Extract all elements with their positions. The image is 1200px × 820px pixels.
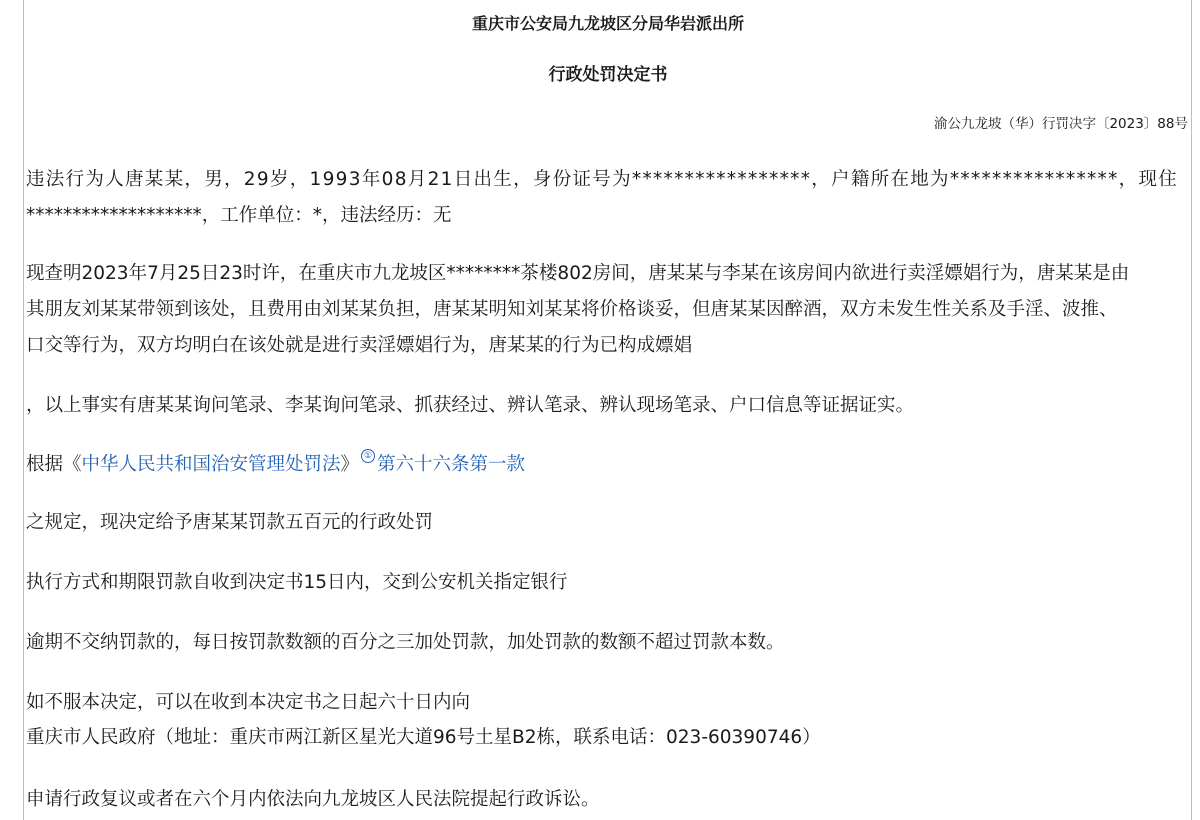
legal-basis-paragraph <box>26 447 1188 483</box>
decision-paragraph: 之规定，现决定给予唐某某罚款五百元的行政处罚 <box>26 512 434 533</box>
issuing-authority: 重庆市公安局九龙坡区分局华岩派出所 <box>471 14 744 33</box>
document-title: 行政处罚决定书 <box>548 65 668 85</box>
law-article-link[interactable]: 第六十六条第一款 <box>377 454 526 475</box>
evidence-paragraph: ，以上事实有唐某某询问笔录、李某询问笔录、抓获经过、辨认笔录、辨认现场笔录、户口信息等证据证实。 <box>26 395 915 416</box>
decision-document <box>26 0 1190 820</box>
document-number: 渝公九龙坡（华）行罚决字〔2023〕88号 <box>933 116 1188 132</box>
appeal-line-3: 申请行政复议或者在六个月内依法向九龙坡区人民法院提起行政诉讼。 <box>26 789 600 810</box>
annotation-icon[interactable]: ① <box>361 449 375 463</box>
law-name-link[interactable]: 中华人民共和国治安管理处罚法 <box>81 454 341 475</box>
legal-basis-close-bracket: 》 <box>340 454 360 475</box>
legal-basis-prefix: 根据《 <box>26 454 82 475</box>
offender-info-line-2: *******************，工作单位：*，违法经历：无 <box>26 205 452 226</box>
appeal-line-2: 重庆市人民政府（地址：重庆市两江新区星光大道96号土星B2栋，联系电话：023-60390746） <box>26 727 821 748</box>
facts-line-3: 口交等行为，双方均明白在该处就是进行卖淫嫖娼行为，唐某某的行为已构成嫖娼 <box>26 335 693 356</box>
facts-line-2: 其朋友刘某某带领到该处，且费用由刘某某负担，唐某某明知刘某某将价格谈妥，但唐某某因醉酒，双方未发生性关系及手淫、波推、 <box>26 299 1118 320</box>
execution-paragraph: 执行方式和期限罚款自收到决定书15日内，交到公安机关指定银行 <box>26 572 568 593</box>
facts-line-1: 现查明2023年7月25日23时许，在重庆市九龙坡区********茶楼802房间，唐某某与李某在该房间内欲进行卖淫嫖娼行为，唐某某是由 <box>26 263 1130 284</box>
right-border-line <box>1191 0 1192 820</box>
appeal-line-1: 如不服本决定，可以在收到本决定书之日起六十日内向 <box>26 692 471 713</box>
overdue-penalty-paragraph: 逾期不交纳罚款的，每日按罚款数额的百分之三加处罚款，加处罚款的数额不超过罚款本数。 <box>26 632 785 653</box>
offender-info-line-1: 违法行为人唐某某，男，29岁，1993年08月21日出生，身份证号为*****************，户籍所在地为****************，现住 <box>26 169 1179 190</box>
left-border-line <box>23 0 24 820</box>
